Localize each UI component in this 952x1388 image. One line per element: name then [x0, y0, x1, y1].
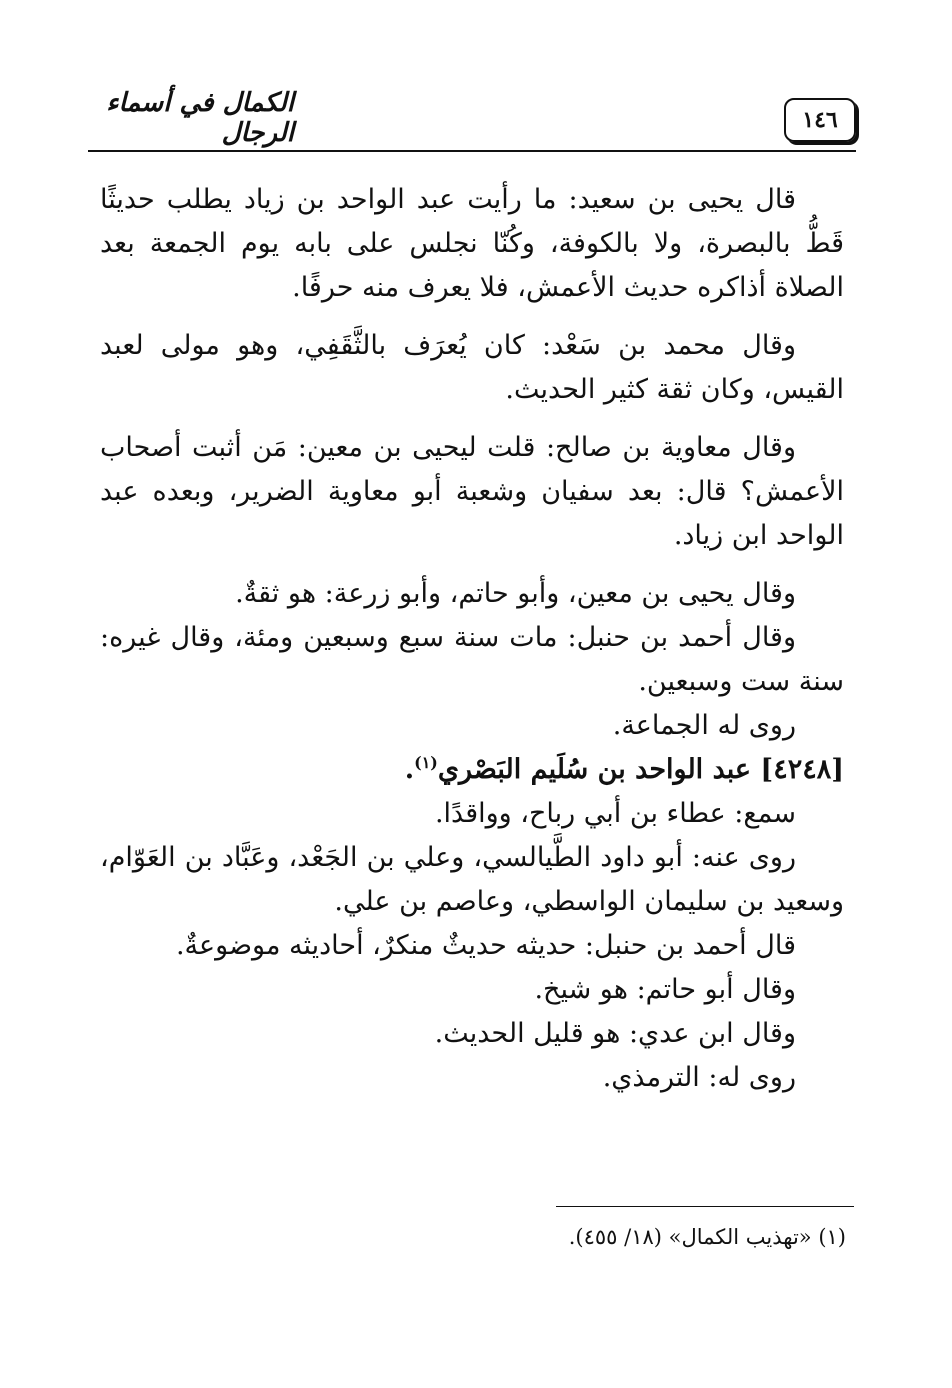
footnote: (١) «تهذيب الكمال» (١٨/ ٤٥٥). [568, 1225, 846, 1249]
paragraph: روى له: الترمذي. [602, 1062, 796, 1093]
footnote-divider [556, 1206, 854, 1207]
paragraph: وقال ابن عدي: هو قليل الحديث. [434, 1018, 796, 1049]
page-header [88, 88, 856, 152]
paragraph: روى عنه: أبو داود الطَّيالسي، وعلي بن الجَعْد، وعَبَّاد بن العَوّام، وسعيد بن سليمان الواسطي، وعاصم بن علي. [100, 842, 844, 917]
header-divider [88, 150, 856, 152]
paragraph: قال يحيى بن سعيد: ما رأيت عبد الواحد بن زياد يطلب حديثًا قَطُّ بالبصرة، ولا بالكوفة، وكُنّا نجلس على بابه يوم الجمعة بعد الصلاة أذاكره حديث الأعمش، فلا يعرف منه حرفًا. [100, 184, 844, 303]
paragraph: وقال يحيى بن معين، وأبو حاتم، وأبو زرعة: هو ثقةٌ. [235, 578, 796, 609]
entry-heading-end: . [404, 754, 415, 785]
paragraph: سمع: عطاء بن أبي رباح، وواقدًا. [434, 798, 796, 829]
main-text [100, 178, 844, 1100]
entry-name: عبد الواحد بن سُلَيم البَصْري [437, 754, 752, 785]
paragraph: وقال أحمد بن حنبل: مات سنة سبع وسبعين ومئة، وقال غيره: سنة ست وسبعين. [100, 622, 844, 697]
paragraph: وقال محمد بن سَعْد: كان يُعرَف بالثَّقَفِي، وهو مولى لعبد القيس، وكان ثقة كثير الحديث. [100, 330, 844, 405]
running-title: الكمال في أسماء الرجال [106, 88, 294, 148]
paragraph: وقال أبو حاتم: هو شيخ. [534, 974, 796, 1005]
paragraph: روى له الجماعة. [612, 710, 796, 741]
paragraph: قال أحمد بن حنبل: حديثه حديثٌ منكرٌ، أحاديثه موضوعةٌ. [175, 930, 796, 961]
entry-number: [٤٢٤٨] [760, 754, 844, 785]
entry-heading [100, 748, 844, 792]
page-number: ١٤٦ [784, 98, 856, 142]
footnote-reference: (١) [414, 753, 438, 772]
paragraph: وقال معاوية بن صالح: قلت ليحيى بن معين: مَن أثبت أصحاب الأعمش؟ قال: بعد سفيان وشعبة أبو معاوية الضرير، وبعده عبد الواحد ابن زياد. [100, 432, 844, 551]
